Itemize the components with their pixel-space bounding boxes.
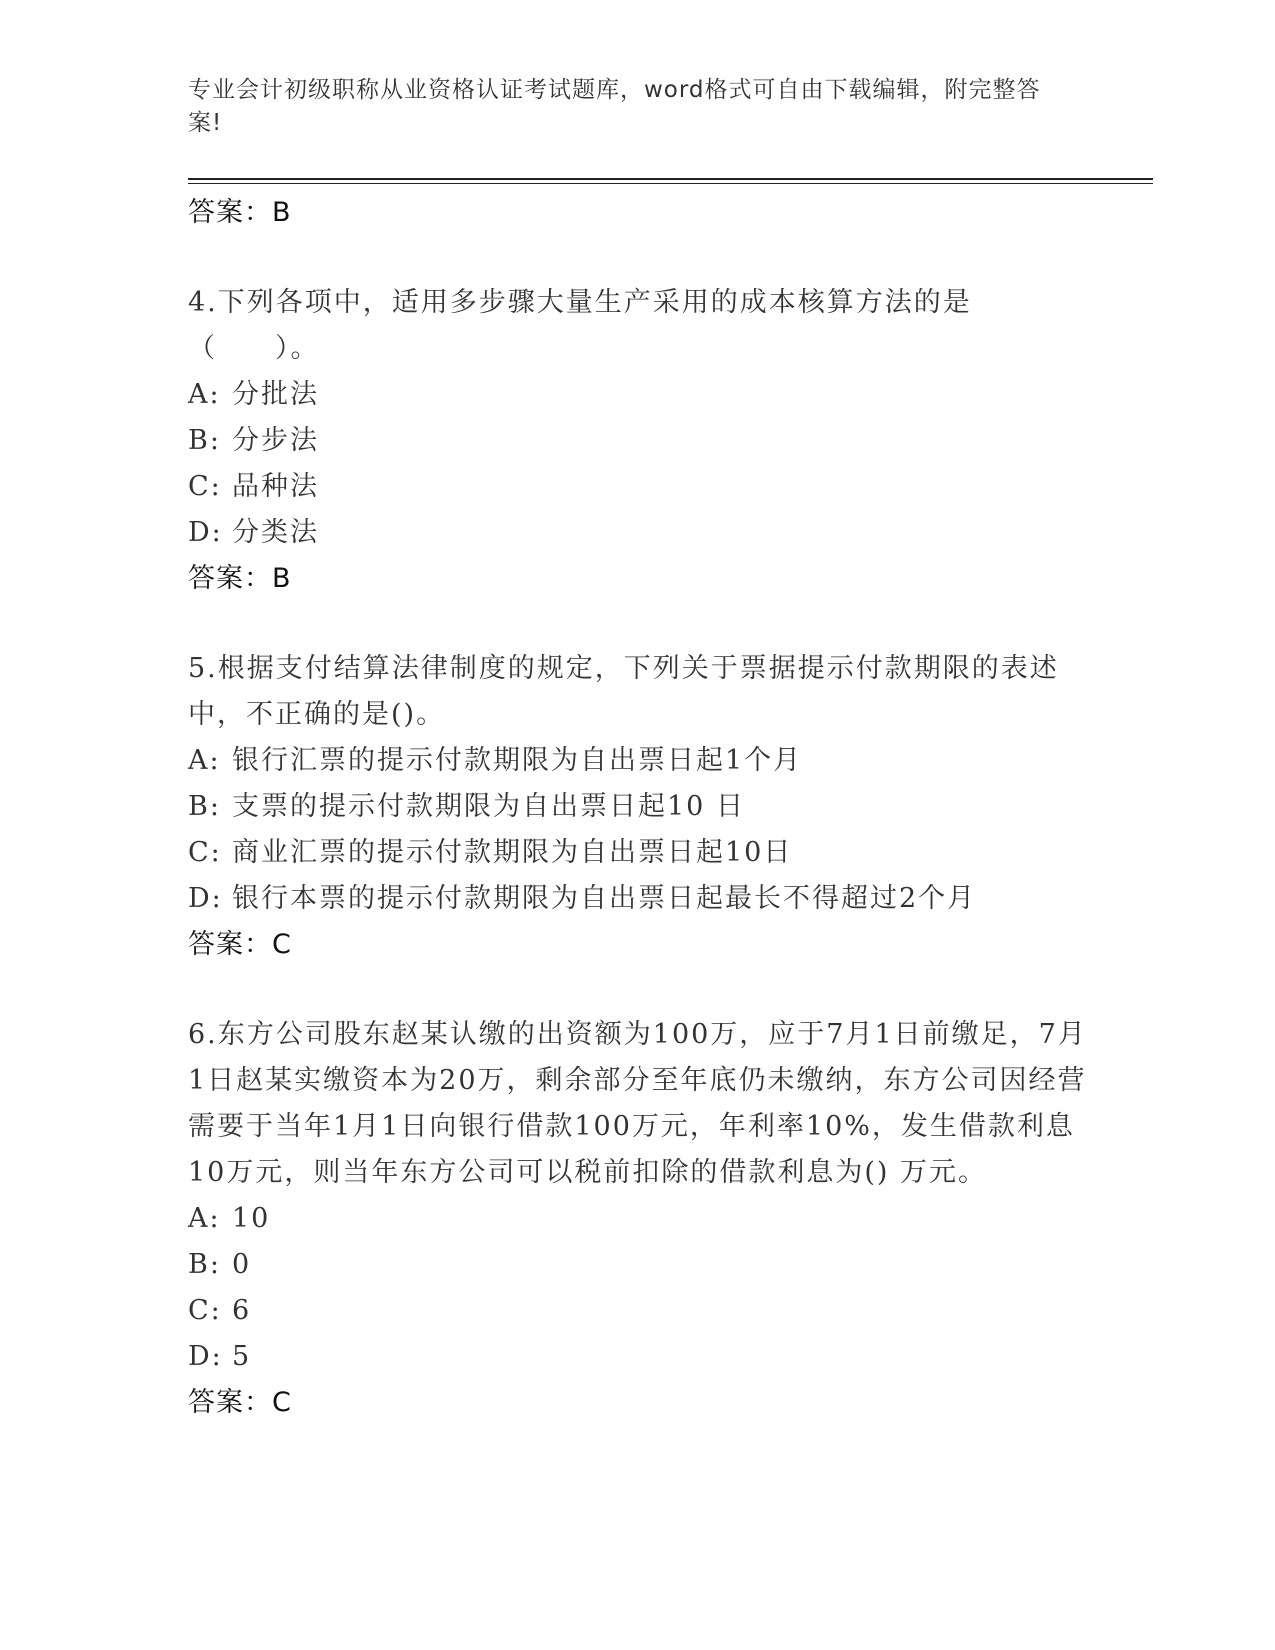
option-a — [188, 372, 1088, 418]
option-text: 6 — [232, 1295, 252, 1326]
header-rule-thick — [188, 178, 1153, 180]
option-a — [188, 738, 1088, 784]
header-rule-thin — [188, 183, 1153, 184]
option-text: 5 — [232, 1341, 252, 1372]
option-text: 品种法 — [232, 471, 319, 502]
answer: 答案：C — [188, 1387, 292, 1418]
option-c — [188, 464, 1088, 510]
question-stem: 5.根据支付结算法律制度的规定，下列关于票据提示付款期限的表述中，不正确的是()。 — [188, 653, 1059, 730]
option-text: 银行汇票的提示付款期限为自出票日起1个月 — [232, 745, 803, 776]
option-text: 0 — [232, 1249, 252, 1280]
option-c — [188, 1288, 1088, 1334]
question-stem: 6.东方公司股东赵某认缴的出资额为100万，应于7月1日前缴足，7月1日赵某实缴资本为20万，剩余部分至年底仍未缴纳，东方公司因经营需要于当年1月1日向银行借款100万元，年利率10%，发生借款利息10万元，则当年东方公司可以税前扣除的借款利息为() 万元。 — [188, 1019, 1087, 1188]
option-text: 商业汇票的提示付款期限为自出票日起10日 — [232, 837, 793, 868]
option-text: 银行本票的提示付款期限为自出票日起最长不得超过2个月 — [232, 883, 977, 914]
option-letter: A: — [188, 745, 221, 776]
option-a — [188, 1196, 1088, 1242]
option-text: 分步法 — [232, 425, 319, 456]
option-b — [188, 418, 1088, 464]
answer: 答案：B — [188, 563, 292, 594]
question-5 — [188, 646, 1088, 968]
option-text: 分类法 — [232, 517, 319, 548]
option-d — [188, 1334, 1088, 1380]
option-b — [188, 1242, 1088, 1288]
option-text: 分批法 — [232, 379, 319, 410]
option-letter: B: — [188, 1249, 221, 1280]
question-stem: 4.下列各项中，适用多步骤大量生产采用的成本核算方法的是（ ）。 — [188, 287, 972, 364]
option-letter: C: — [188, 1295, 222, 1326]
question-4 — [188, 280, 1088, 602]
option-letter: B: — [188, 791, 221, 822]
option-letter: A: — [188, 379, 221, 410]
option-letter: C: — [188, 471, 222, 502]
answer: 答案：C — [188, 929, 292, 960]
option-letter: C: — [188, 837, 222, 868]
question-list — [188, 190, 1088, 1426]
option-d — [188, 510, 1088, 556]
question-6 — [188, 1012, 1088, 1426]
option-letter: D: — [188, 883, 223, 914]
option-text: 10 — [232, 1203, 271, 1234]
option-text: 支票的提示付款期限为自出票日起10 日 — [232, 791, 745, 822]
answer-previous-question: 答案：B — [188, 197, 292, 228]
option-letter: B: — [188, 425, 221, 456]
option-d — [188, 876, 1088, 922]
option-letter: D: — [188, 517, 223, 548]
option-letter: D: — [188, 1341, 223, 1372]
option-c — [188, 830, 1088, 876]
header-note: 专业会计初级职称从业资格认证考试题库，word格式可自由下载编辑，附完整答案! — [188, 77, 1041, 136]
option-letter: A: — [188, 1203, 221, 1234]
option-b — [188, 784, 1088, 830]
